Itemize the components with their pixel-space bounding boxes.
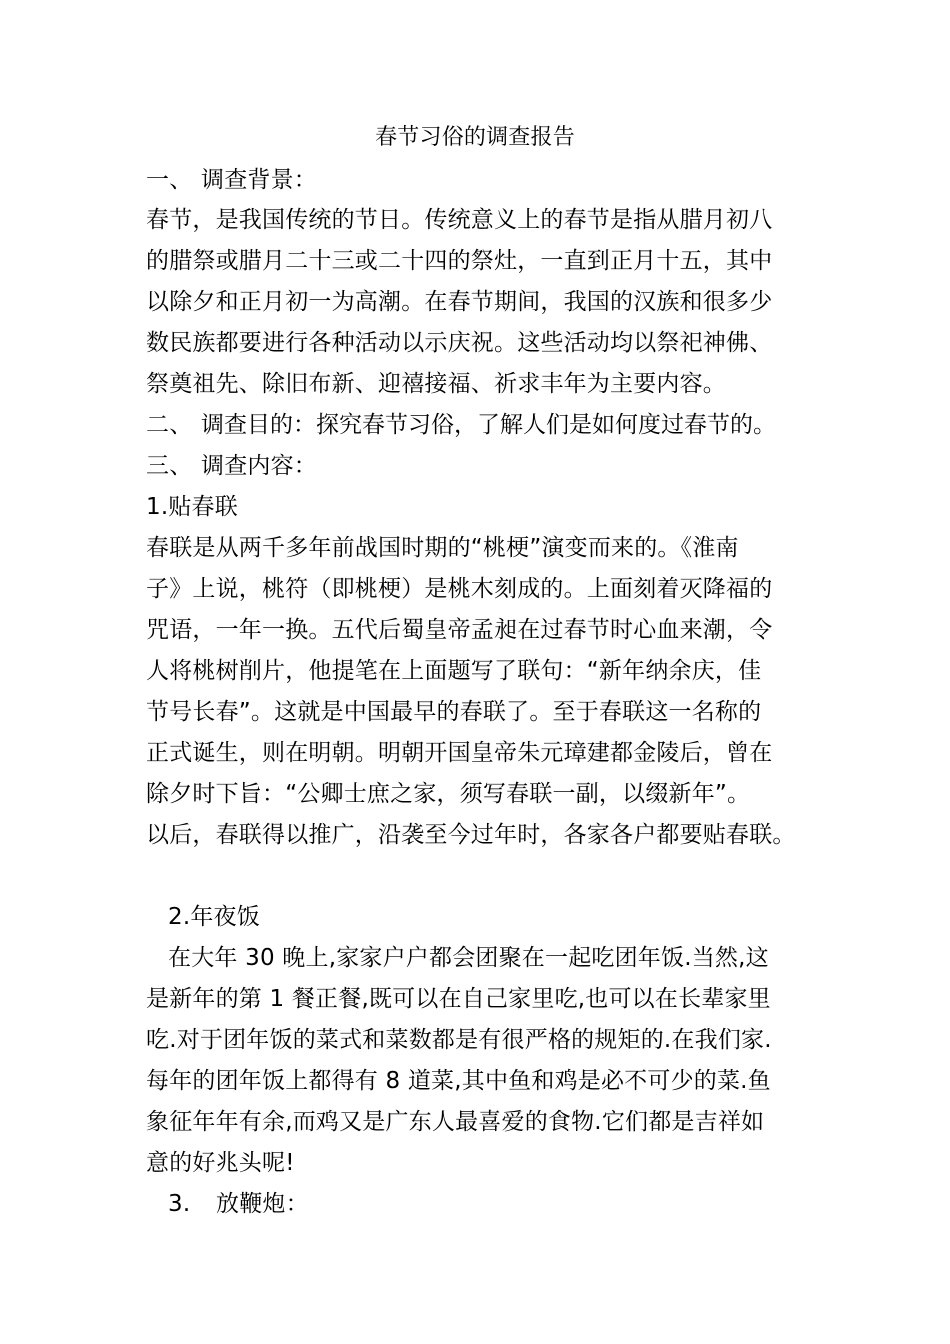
section-number: 三、 bbox=[146, 453, 193, 479]
item-dinner-heading: 2.年夜饭 bbox=[168, 904, 260, 930]
section-heading-text: 调查内容： bbox=[201, 453, 317, 479]
paragraph-line: 祭奠祖先、除旧布新、迎禧接福、祈求丰年为主要内容。 bbox=[146, 371, 726, 397]
paragraph-line: 咒语，一年一换。五代后蜀皇帝孟昶在过春节时心血来潮，令 bbox=[146, 617, 773, 643]
section-content-heading bbox=[146, 452, 317, 480]
paragraph-line: 以后，春联得以推广，沿袭至今过年时，各家各户都要贴春联。 bbox=[146, 822, 796, 848]
paragraph-line: 除夕时下旨：“公卿士庶之家，须写春联一副，以缀新年”。 bbox=[146, 781, 751, 807]
paragraph-line: 是新年的第 1 餐正餐,既可以在自己家里吃,也可以在长辈家里 bbox=[146, 986, 771, 1012]
section-number: 一、 bbox=[146, 167, 193, 193]
paragraph-line: 子》上说，桃符（即桃梗）是桃木刻成的。上面刻着灭降福的 bbox=[146, 576, 773, 602]
section-heading-text: 调查背景： bbox=[201, 167, 317, 193]
section-purpose-text: 调查目的：探究春节习俗，了解人们是如何度过春节的。 bbox=[201, 412, 776, 438]
paragraph-line: 意的好兆头呢! bbox=[146, 1150, 295, 1176]
item-couplets-heading: 1.贴春联 bbox=[146, 494, 238, 520]
item-firecrackers-heading bbox=[168, 1190, 309, 1218]
paragraph-line: 的腊祭或腊月二十三或二十四的祭灶，一直到正月十五，其中 bbox=[146, 248, 773, 274]
paragraph-line: 春联是从两千多年前战国时期的“桃梗”演变而来的。《淮南 bbox=[146, 535, 739, 561]
paragraph-line: 每年的团年饭上都得有 8 道菜,其中鱼和鸡是必不可少的菜.鱼 bbox=[146, 1068, 771, 1094]
item-heading-text: 放鞭炮： bbox=[216, 1191, 309, 1217]
section-background-heading bbox=[146, 166, 317, 194]
paragraph-line: 春节，是我国传统的节日。传统意义上的春节是指从腊月初八 bbox=[146, 207, 773, 233]
paragraph-line: 节号长春”。这就是中国最早的春联了。至于春联这一名称的 bbox=[146, 699, 762, 725]
section-purpose bbox=[146, 411, 776, 439]
paragraph-line: 正式诞生，则在明朝。明朝开国皇帝朱元璋建都金陵后，曾在 bbox=[146, 740, 773, 766]
paragraph-line: 在大年 30 晚上,家家户户都会团聚在一起吃团年饭.当然,这 bbox=[168, 945, 769, 971]
paragraph-line: 数民族都要进行各种活动以示庆祝。这些活动均以祭祀神佛、 bbox=[146, 330, 773, 356]
paragraph-line: 吃.对于团年饭的菜式和菜数都是有很严格的规矩的.在我们家. bbox=[146, 1027, 772, 1053]
paragraph-line: 人将桃树削片，他提笔在上面题写了联句：“新年纳余庆，佳 bbox=[146, 658, 762, 684]
document-title: 春节习俗的调查报告 bbox=[375, 125, 575, 150]
item-number: 3. bbox=[168, 1191, 191, 1217]
paragraph-line: 以除夕和正月初一为高潮。在春节期间，我国的汉族和很多少 bbox=[146, 289, 773, 315]
paragraph-line: 象征年年有余,而鸡又是广东人最喜爱的食物.它们都是吉祥如 bbox=[146, 1109, 765, 1135]
section-number: 二、 bbox=[146, 412, 193, 438]
